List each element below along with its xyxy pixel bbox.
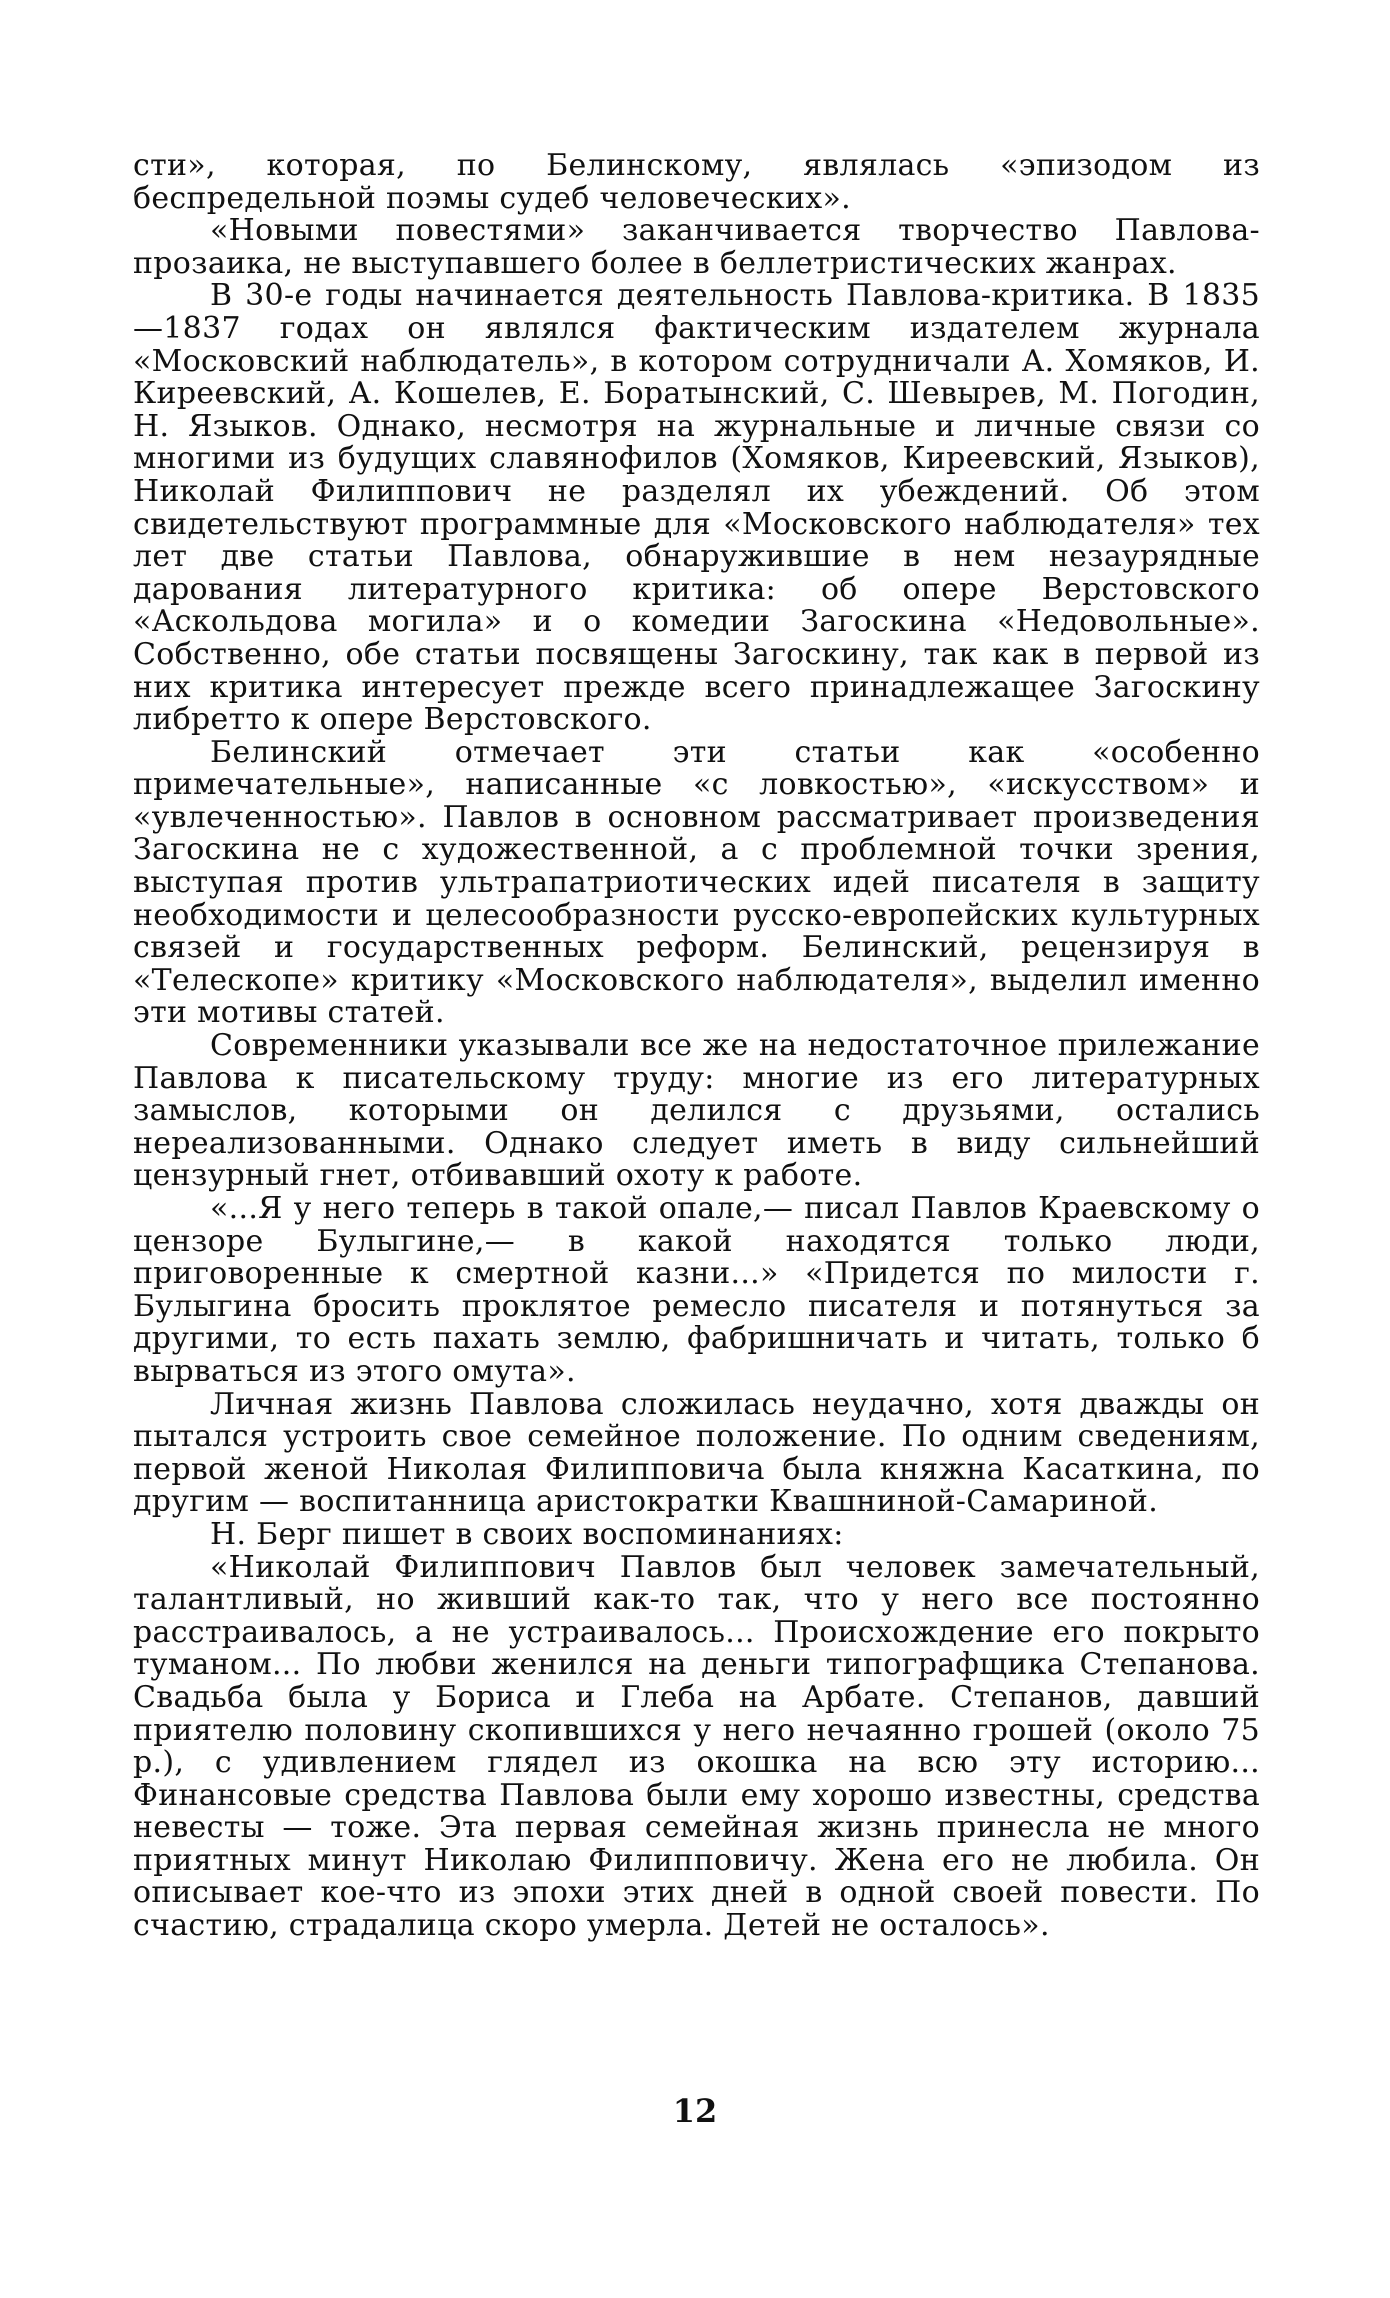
paragraph-letter-quote: «...Я у него теперь в такой опале,— писал Павлов Краевскому о цензоре Булыгине,— в какой находятся только люди, приговоренные к смертной казни...» «Придется по милости г. Булыгина бросить проклятое ремесло писателя и потянуться за другими, то есть пахать землю, фабришничать и читать, только б вырваться из этого омута». [133, 1191, 1260, 1389]
paragraph-belinsky-notes: Белинский отмечает эти статьи как «особенно примечательные», написанные «с ловкостью», «искусством» и «увлеченностью». Павлов в основном рассматривает произведения Загоскина не с художественной, а с проблемной точки зрения, выступая против ультрапатриотических идей писателя в защиту необходимости и целесообразности русско-европейских культурных связей и государственных реформ. Белинский, рецензируя в «Телескопе» критику «Московского наблюдателя», выделил именно эти мотивы статей. [133, 734, 1260, 1031]
paragraph-continuation: сти», которая, по Белинскому, являлась «эпизодом из беспредельной поэмы судеб человеческих». [133, 148, 1260, 216]
paragraph-personal-life: Личная жизнь Павлова сложилась неудачно, хотя дважды он пытался устроить свое семейное положение. По одним сведениям, первой женой Николая Филипповича была княжна Касаткина, по другим — воспитанница аристократки Квашниной-Самариной. [133, 1386, 1260, 1520]
paragraph-berg-quote: «Николай Филиппович Павлов был человек замечательный, талантливый, но живший как-то так, что у него все постоянно расстраивалось, а не устраивалось... Происхождение его покрыто туманом... По любви женился на деньги типографщика Степанова. Свадьба была у Бориса и Глеба на Арбате. Степанов, давший приятелю половину скопившихся у него нечаянно грошей (около 75 р.), с удивлением глядел из окошка на всю эту историю... Финансовые средства Павлова были ему хорошо известны, средства невесты — тоже. Эта первая семейная жизнь принесла не много приятных минут Николаю Филипповичу. Жена его не любила. Он описывает кое-что из эпохи этих дней в одной своей повести. По счастию, страдалица скоро умерла. Детей не осталось». [133, 1549, 1260, 1944]
paragraph-contemporaries: Современники указывали все же на недостаточное прилежание Павлова к писательскому труду: многие из его литературных замыслов, которыми он делился с друзьями, остались нереализованными. Однако следует иметь в виду сильнейший цензурный гнет, отбивавший охоту к работе. [133, 1028, 1260, 1194]
body-text [133, 150, 1260, 1943]
paragraph-new-tales: «Новыми повестями» заканчивается творчество Павлова-прозаика, не выступавшего более в беллетристических жанрах. [133, 213, 1260, 281]
page-number: 12 [672, 2092, 718, 2130]
paragraph-berg-intro: Н. Берг пишет в своих воспоминаниях: [210, 1516, 844, 1552]
paragraph-critic-activity: В 30-е годы начинается деятельность Павлова-критика. В 1835—1837 годах он являлся фактическим издателем журнала «Московский наблюдатель», в котором сотрудничали А. Хомяков, И. Киреевский, А. Кошелев, Е. Боратынский, С. Шевырев, М. Погодин, Н. Языков. Однако, несмотря на журнальные и личные связи со многими из будущих славянофилов (Хомяков, Киреевский, Языков), Николай Филиппович не разделял их убеждений. Об этом свидетельствуют программные для «Московского наблюдателя» тех лет две статьи Павлова, обнаружившие в нем незаурядные дарования литературного критика: об опере Верстовского «Аскольдова могила» и о комедии Загоскина «Недовольные». Собственно, обе статьи посвящены Загоскину, так как в первой из них критика интересует прежде всего принадлежащее Загоскину либретто к опере Верстовского. [133, 278, 1260, 738]
